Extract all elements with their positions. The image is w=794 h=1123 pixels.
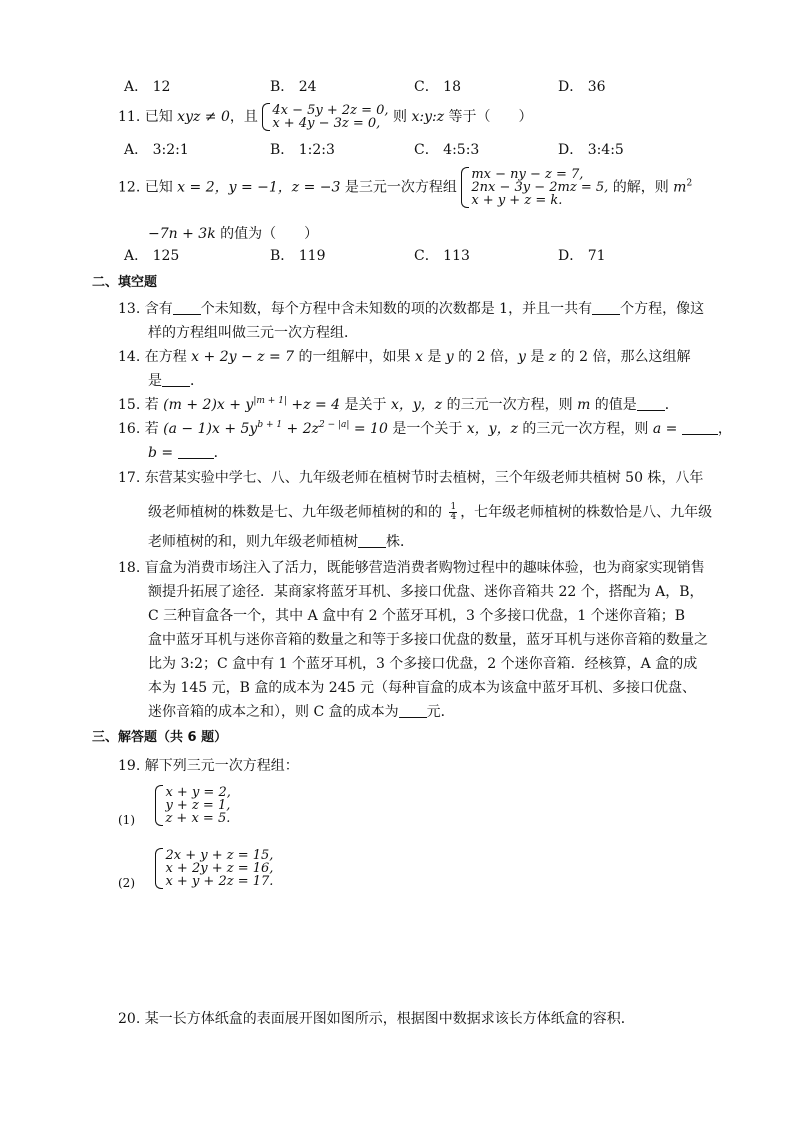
answer-blank[interactable] bbox=[358, 546, 386, 548]
q11-option-d: D． 3:4:5 bbox=[558, 142, 624, 158]
q19-system1: x + y = 2, y + z = 1, z + x = 5. bbox=[155, 786, 230, 825]
q14-line2: 是 ． bbox=[148, 373, 204, 389]
q17-line2: 级老师植树的株数是七、九年级老师植树的和的 $\frac{1}{4}$ ，七年级老师植树的株数恰是八、九年级 bbox=[148, 502, 713, 522]
q19-part2: (2) 2x + y + z = 15, x + 2y + z = 16, x + y + 2z = 17. bbox=[118, 848, 274, 890]
answer-blank[interactable] bbox=[178, 457, 214, 459]
q12-option-a: A． 125 bbox=[124, 248, 180, 264]
q10-option-b: B． 24 bbox=[270, 79, 317, 95]
q12-option-b: B． 119 bbox=[270, 248, 326, 264]
q19: 19. 解下列三元一次方程组： bbox=[118, 758, 299, 774]
q12-stem: 12. 已知 x = 2，y = −1，z = −3 是三元一次方程组 mx − ny − z = 7, 2nx − 3y − 2mz = 5, x + y + z = k. 的解，则 $m^2$ bbox=[118, 167, 693, 208]
answer-blank[interactable] bbox=[592, 313, 620, 315]
q20: 20. 某一长方体纸盒的表面展开图如图所示，根据图中数据求该长方体纸盒的容积． bbox=[118, 1011, 635, 1027]
answer-blank[interactable] bbox=[173, 313, 201, 315]
q14: 14. 在方程 x + 2y − z = 7 的一组解中，如果 x 是 y 的 2 倍，y 是 z 的 2 倍，那么这组解 bbox=[118, 349, 691, 365]
q19-system2: 2x + y + z = 15, x + 2y + z = 16, x + y + 2z = 17. bbox=[155, 849, 273, 888]
q15: 15. 若 $(m + 2)x + y^{|m + 1|} +z = 4$ 是关于 x，y，z 的三元一次方程，则 m 的值是 ． bbox=[118, 396, 679, 413]
q16: 16. 若 $(a - 1)x + 5y^{b + 1} + 2z^{2 - |a|} = 10$ 是一个关于 x，y，z 的三元一次方程，则 a = ， bbox=[118, 420, 732, 437]
q12-stem-line2: −7n + 3k 的值为（ ） bbox=[148, 226, 319, 242]
q13-line2: 样的方程组叫做三元一次方程组． bbox=[148, 325, 358, 341]
q12-system: mx − ny − z = 7, 2nx − 3y − 2mz = 5, x + y + z = k. bbox=[461, 168, 608, 207]
section-solve: 三、解答题（共 6 题） bbox=[92, 730, 228, 745]
q12-option-d: D． 71 bbox=[558, 248, 606, 264]
q19-part1: (1) x + y = 2, y + z = 1, z + x = 5. bbox=[118, 785, 231, 827]
q16-line2: b = ． bbox=[148, 445, 228, 461]
q11-stem: 11. 已知 xyz ≠ 0，且 4x − 5y + 2z = 0, x + 4y − 3z = 0, 则 x:y:z 等于（ ） bbox=[118, 103, 533, 131]
q18: 18. 盲盒为消费市场注入了活力，既能够营造消费者购物过程中的趣味体验，也为商家实现销售 bbox=[118, 560, 705, 576]
q13: 13. 含有 个未知数，每个方程中含未知数的项的次数都是 1，并且一共有 个方程，像这 bbox=[118, 301, 705, 317]
q11-option-b: B． 1:2:3 bbox=[270, 142, 335, 158]
q18-line2: 额提升拓展了途径．某商家将蓝牙耳机、多接口优盘、迷你音箱共 22 个，搭配为 A，B， bbox=[148, 584, 704, 600]
answer-blank[interactable] bbox=[399, 716, 427, 718]
answer-blank[interactable] bbox=[162, 385, 190, 387]
q10-option-d: D． 36 bbox=[558, 79, 606, 95]
answer-blank[interactable] bbox=[637, 409, 665, 411]
q11-option-a: A． 3:2:1 bbox=[124, 142, 189, 158]
q17-line3: 老师植树的和，则九年级老师植树 株． bbox=[148, 534, 414, 550]
q18-line6: 本为 145 元，B 盒的成本为 245 元（每种盲盒的成本为该盒中蓝牙耳机、多接口优盘、 bbox=[148, 680, 696, 696]
q11-option-c: C． 4:5:3 bbox=[414, 142, 480, 158]
q10-option-a: A． 12 bbox=[124, 79, 171, 95]
q17: 17. 东营某实验中学七、八、九年级老师在植树节时去植树，三个年级老师共植树 50 株，八年 bbox=[118, 470, 704, 486]
q18-line7: 迷你音箱的成本之和），则 C 盒的成本为 元． bbox=[148, 704, 455, 720]
q10-option-c: C． 18 bbox=[414, 79, 461, 95]
q18-line5: 比为 3:2；C 盒中有 1 个蓝牙耳机，3 个多接口优盘，2 个迷你音箱．经核算，A 盒的成 bbox=[148, 656, 698, 672]
q18-line3: C 三种盲盒各一个，其中 A 盒中有 2 个蓝牙耳机，3 个多接口优盘，1 个迷你音箱；B bbox=[148, 608, 685, 624]
fraction: $\frac{1}{4}$ bbox=[450, 502, 457, 522]
q11-system: 4x − 5y + 2z = 0, x + 4y − 3z = 0, bbox=[262, 104, 388, 130]
section-fill-in-blank: 二、填空题 bbox=[92, 275, 158, 290]
answer-blank[interactable] bbox=[682, 433, 718, 435]
q18-line4: 盒中蓝牙耳机与迷你音箱的数量之和等于多接口优盘的数量，蓝牙耳机与迷你音箱的数量之 bbox=[148, 632, 708, 648]
q12-option-c: C． 113 bbox=[414, 248, 470, 264]
